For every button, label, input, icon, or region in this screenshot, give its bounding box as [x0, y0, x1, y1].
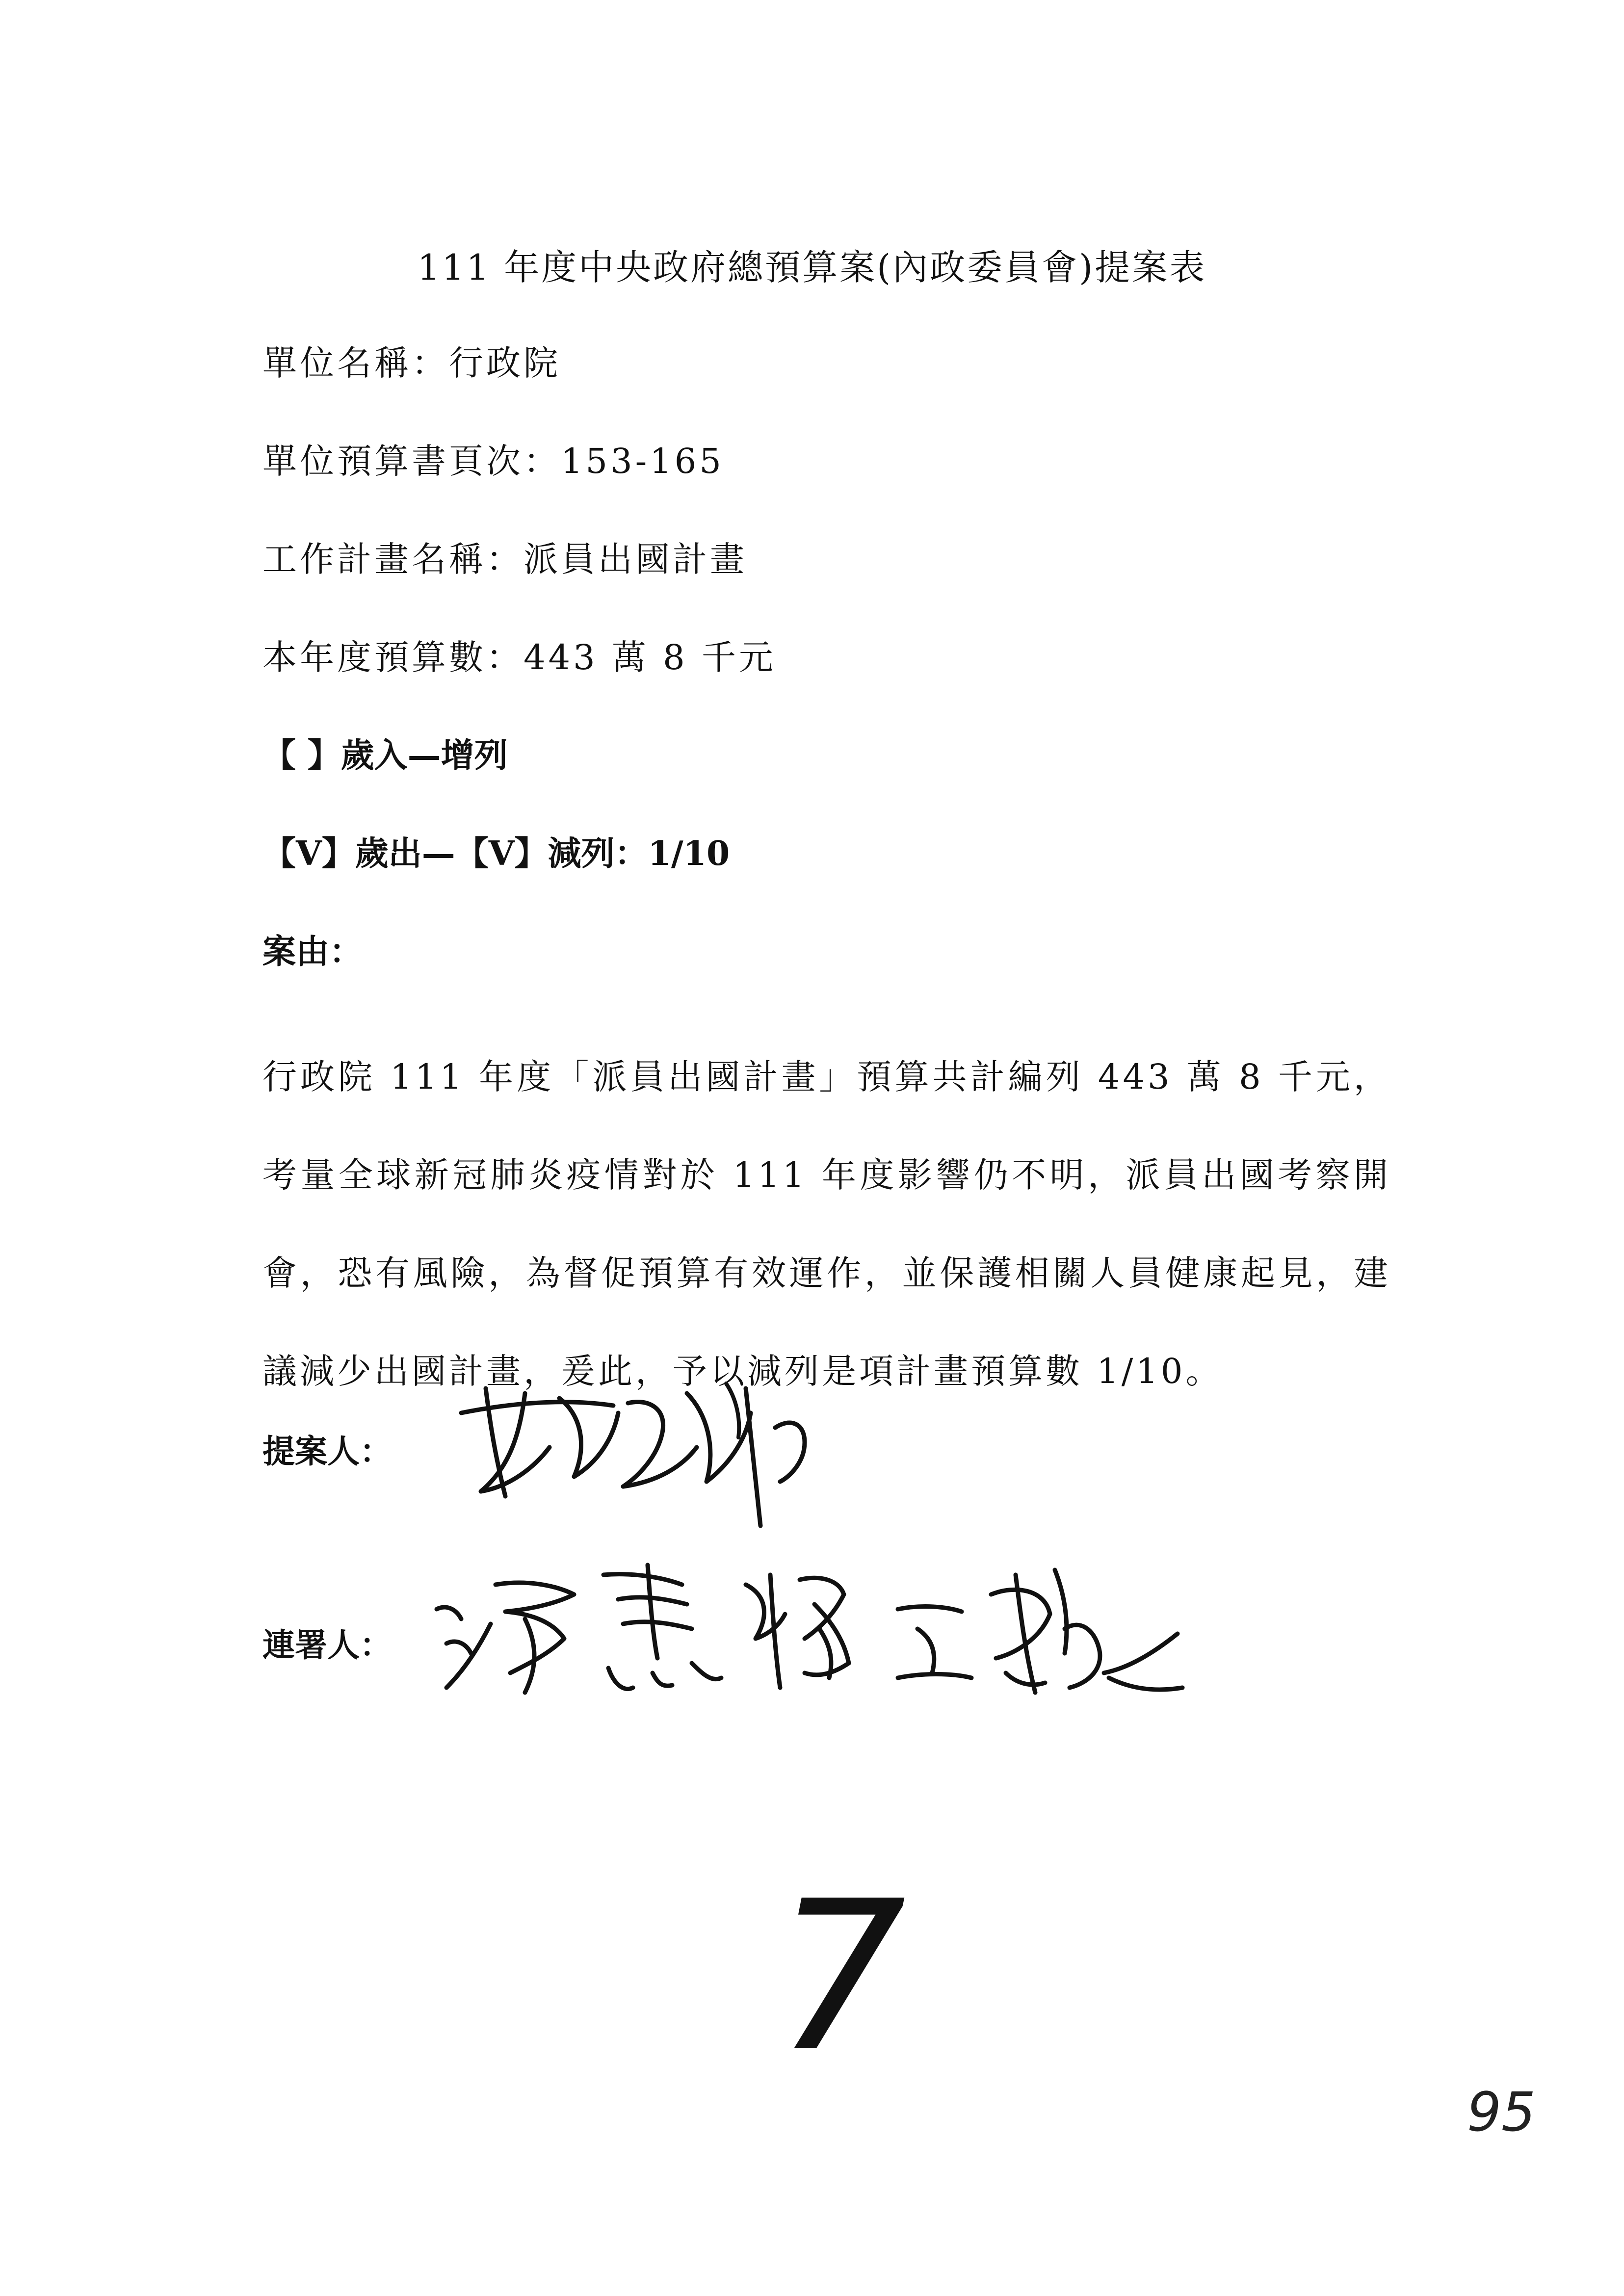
- reason-heading: 案由：: [262, 932, 363, 971]
- proposer-label: 提案人：: [262, 1432, 392, 1470]
- cosigner-signatures: [427, 1555, 1192, 1712]
- unit-name: 單位名稱：行政院: [262, 343, 561, 383]
- document-title: 111 年度中央政府總預算案(內政委員會)提案表: [417, 247, 1207, 288]
- project-name: 工作計畫名稱：派員出國計畫: [262, 539, 747, 579]
- expenditure-option: 【V】歲出—【V】減列：1/10: [262, 834, 730, 873]
- revenue-option: 【 】歲入—增列: [262, 736, 508, 775]
- handwritten-number: 7: [775, 1857, 907, 2097]
- reason-text: 行政院 111 年度「派員出國計畫」預算共計編列 443 萬 8 千元，考量全球新冠肺炎疫情對於 111 年度影響仍不明，派員出國考察開會，恐有風險，為督促預算有效運作，並保護相關人員健康起見，建議減少出國計畫，爰此，予以減列是項計畫預算數 1/10。: [262, 1057, 1391, 1391]
- budget-amount: 本年度預算數：443 萬 8 千元: [262, 637, 776, 678]
- budget-pages: 單位預算書頁次：153-165: [262, 441, 724, 481]
- proposer-signature: [451, 1369, 854, 1536]
- page-number: 95: [1467, 2081, 1536, 2143]
- cosigner-label: 連署人：: [262, 1626, 392, 1664]
